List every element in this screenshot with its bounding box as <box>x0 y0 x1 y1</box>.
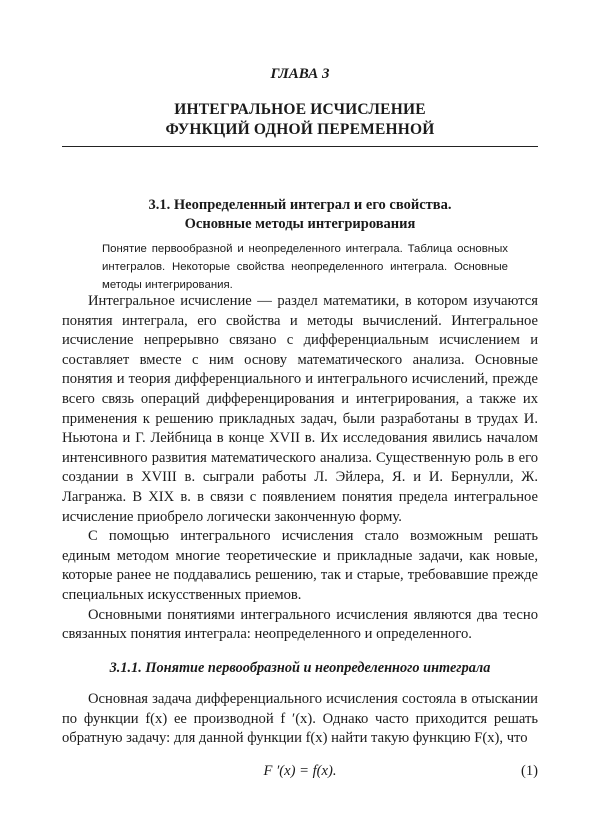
section-title-line-1: 3.1. Неопределенный интеграл и его свойства. <box>148 197 452 213</box>
section-title-line-2: Основные методы интегрирования <box>184 216 416 232</box>
formula-number: (1) <box>520 763 538 779</box>
subsection-body <box>62 690 538 749</box>
subsection-title: 3.1.1. Понятие первообразной и неопределенного интеграла <box>109 660 491 676</box>
paragraph: С помощью интегрального исчисления стало возможным решать единым методом многие теоретические и прикладные задачи, как новые, которые ранее не поддавались решению, так и старые, требовавшие прежде специальных искусственных приемов. <box>62 528 538 603</box>
chapter-divider <box>62 146 538 147</box>
section-abstract: Понятие первообразной и неопределенного интеграла. Таблица основных интегралов. Некоторые свойства неопределенного интеграла. Основные методы интегрирования. <box>102 243 508 291</box>
paragraph: Интегральное исчисление — раздел математики, в котором изучаются понятия интеграла, его свойства и методы вычислений. Интегральное исчисление непрерывно связано с дифференциальным исчислением и составляет вместе с ним основу математического анализа. Основные понятия и теория дифференциального и интегрального исчислений, прежде всего связь операций дифференцирования и интегрирования, а также их применения к решению прикладных задач, были разработаны в трудах И. Ньютона и Г. Лейбница в конце XVII в. Их исследования явились началом интенсивного развития математического анализа. Существенную роль в его создании в XVIII в. сыграли работы Л. Эйлера, Я. и И. Бернулли, Ж. Лагранжа. В XIX в. в связи с появлением понятия предела интегральное исчисление приобрело логически законченную форму. <box>62 293 538 525</box>
chapter-title-line-1: ИНТЕГРАЛЬНОЕ ИСЧИСЛЕНИЕ <box>174 101 426 118</box>
section-title <box>0 196 600 234</box>
formula-expression: F ′(x) = f(x). <box>263 763 337 779</box>
paragraph: Основными понятиями интегрального исчисления являются два тесно связанных понятия интеграла: неопределенного и определенного. <box>62 606 538 643</box>
paragraph: Основная задача дифференциального исчисления состояла в отыскании по функции f(x) ее производной f ′(x). Однако часто приходится решать обратную задачу: для данной функции f(x) найти такую функцию F(x), что <box>62 691 538 747</box>
formula <box>62 763 538 783</box>
chapter-label: ГЛАВА 3 <box>270 66 330 82</box>
chapter-title <box>0 100 600 140</box>
chapter-title-line-2: ФУНКЦИЙ ОДНОЙ ПЕРЕМЕННОЙ <box>165 121 435 138</box>
body-text <box>62 292 538 645</box>
